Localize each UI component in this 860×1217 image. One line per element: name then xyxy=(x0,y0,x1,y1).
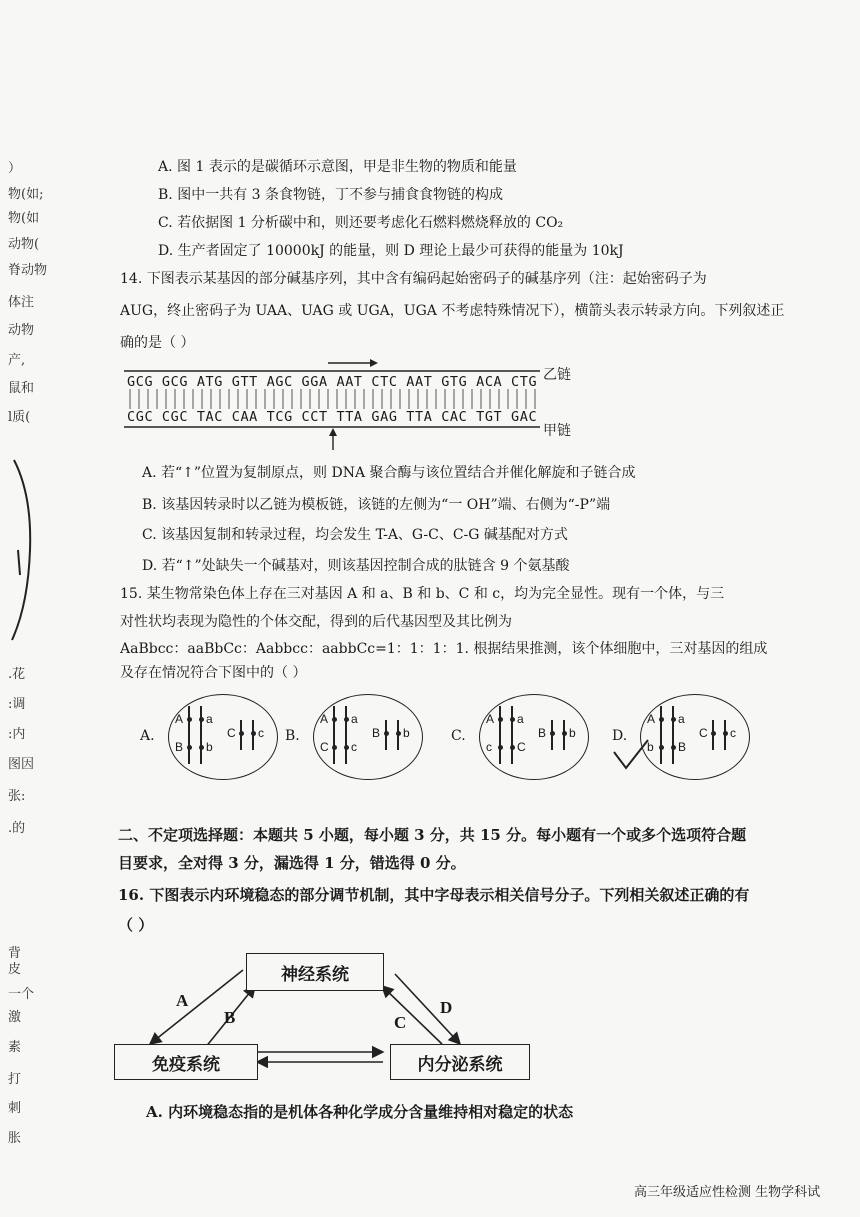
centromere xyxy=(384,731,389,736)
centromere xyxy=(711,731,716,736)
margin-text: :调 xyxy=(8,697,26,712)
centromere xyxy=(550,731,555,736)
arrow-a xyxy=(150,970,243,1044)
centromere xyxy=(671,717,676,722)
margin-text: 刺 xyxy=(8,1101,22,1116)
margin-text: 激 xyxy=(8,1010,22,1025)
gene-label: b xyxy=(206,740,213,754)
margin-text: 脊动物 xyxy=(8,263,48,278)
option-label: D. xyxy=(612,728,628,744)
margin-text: 素 xyxy=(8,1040,22,1055)
gene-label: b xyxy=(647,740,654,754)
gene-label: C xyxy=(699,726,708,740)
strand-bottom-sequence: CGC CGC TAC CAA TCG CCT TTA GAG TTA CAC TGT GAC xyxy=(127,409,538,425)
gene-label: c xyxy=(258,726,264,740)
transcription-arrowhead xyxy=(370,359,378,367)
centromere xyxy=(498,745,503,750)
question-stem: AaBbcc：aaBbCc：Aabbcc：aabbCc=1：1：1：1. 根据结果推测，该个体细胞中，三对基因的组成 xyxy=(120,641,768,657)
centromere xyxy=(199,745,204,750)
label-yi-strand: 乙链 xyxy=(543,367,571,383)
gene-label: B xyxy=(175,740,184,754)
margin-text: 产, xyxy=(8,353,26,368)
gene-label: c xyxy=(486,740,492,754)
option-d: D. 生产者固定了 10000kJ 的能量，则 D 理论上最少可获得的能量为 10kJ xyxy=(158,243,624,259)
margin-text: .的 xyxy=(8,821,26,836)
margin-text: 胀 xyxy=(8,1131,22,1146)
centromere xyxy=(251,731,256,736)
gene-label: B xyxy=(372,726,381,740)
gene-label: C xyxy=(227,726,236,740)
margin-text: 背 xyxy=(8,946,22,961)
margin-text: 一个 xyxy=(8,987,35,1002)
check-mark xyxy=(612,738,652,778)
margin-text: .花 xyxy=(8,667,26,682)
centromere xyxy=(396,731,401,736)
centromere xyxy=(187,717,192,722)
gene-label: C xyxy=(517,740,526,754)
box-endocrine-system: 内分泌系统 xyxy=(390,1044,530,1080)
gene-label: a xyxy=(678,712,685,726)
margin-bracket xyxy=(6,455,36,645)
centromere xyxy=(239,731,244,736)
gene-label: B xyxy=(538,726,547,740)
question-stem: 及存在情况符合下图中的（ ） xyxy=(120,665,307,681)
centromere xyxy=(510,717,515,722)
label-jia-strand: 甲链 xyxy=(543,423,571,439)
section-instruction: 目要求，全对得 3 分，漏选得 1 分，错选得 0 分。 xyxy=(118,854,466,872)
option-b: B. 图中一共有 3 条食物链，丁不参与捕食食物链的构成 xyxy=(158,187,503,203)
margin-text: l质( xyxy=(8,410,31,425)
centromere xyxy=(671,745,676,750)
centromere xyxy=(510,745,515,750)
gene-label: b xyxy=(569,726,576,740)
option-label: C. xyxy=(451,728,466,744)
centromere xyxy=(562,731,567,736)
question-stem: 16. 下图表示内环境稳态的部分调节机制，其中字母表示相关信号分子。下列相关叙述正确的有 xyxy=(118,886,750,904)
margin-text: 张: xyxy=(8,789,26,804)
gene-label: B xyxy=(678,740,687,754)
option-c: C. 若依据图 1 分析碳中和，则还要考虑化石燃料燃烧释放的 CO₂ xyxy=(158,215,564,231)
gene-label: c xyxy=(351,740,357,754)
section-instruction: 二、不定项选择题：本题共 5 小题，每小题 3 分，共 15 分。每小题有一个或多个选项符合题 xyxy=(118,826,747,844)
base-pair-bonds xyxy=(130,389,535,409)
gene-label: C xyxy=(320,740,329,754)
gene-label: A xyxy=(647,712,656,726)
margin-text: 动物 xyxy=(8,323,35,338)
margin-text: 物(如 xyxy=(8,211,40,226)
arrow-label-c: C xyxy=(394,1013,407,1032)
option-label: A. xyxy=(140,728,155,744)
option-d: D. 若“↑”处缺失一个碱基对，则该基因控制合成的肽链含 9 个氨基酸 xyxy=(142,558,570,574)
centromere xyxy=(659,717,664,722)
position-arrowhead xyxy=(329,428,337,436)
centromere xyxy=(199,717,204,722)
margin-text: 物(如; xyxy=(8,187,44,202)
option-b: B. 该基因转录时以乙链为模板链，该链的左侧为“一 OH”端、右侧为“-P”端 xyxy=(142,497,611,513)
centromere xyxy=(344,717,349,722)
option-a: A. 内环境稳态指的是机体各种化学成分含量维持相对稳定的状态 xyxy=(146,1103,574,1121)
centromere xyxy=(344,745,349,750)
gene-label: b xyxy=(403,726,410,740)
centromere xyxy=(498,717,503,722)
centromere xyxy=(187,745,192,750)
question-stem: 15. 某生物常染色体上存在三对基因 A 和 a、B 和 b、C 和 c，均为完全显性。现有一个体，与三 xyxy=(120,586,725,602)
gene-label: c xyxy=(730,726,736,740)
margin-text: 皮 xyxy=(8,962,22,977)
gene-label: A xyxy=(175,712,184,726)
dna-diagram xyxy=(120,354,560,454)
option-label: B. xyxy=(285,728,300,744)
margin-text: 打 xyxy=(8,1072,22,1087)
centromere xyxy=(332,717,337,722)
margin-text: 体注 xyxy=(8,295,35,310)
option-a: A. 图 1 表示的是碳循环示意图，甲是非生物的物质和能量 xyxy=(158,159,517,175)
arrow-label-d: D xyxy=(440,998,453,1017)
margin-text: ） xyxy=(8,161,22,176)
arrow-label-b: B xyxy=(224,1008,236,1027)
gene-label: a xyxy=(351,712,358,726)
centromere xyxy=(332,745,337,750)
box-immune-system: 免疫系统 xyxy=(114,1044,258,1080)
question-stem: AUG，终止密码子为 UAA、UAG 或 UGA，UGA 不考虑特殊情况下），横箭头表示转录方向。下列叙述正 xyxy=(120,303,785,319)
gene-label: a xyxy=(206,712,213,726)
centromere xyxy=(723,731,728,736)
question-stem: （ ） xyxy=(118,916,154,934)
margin-text: :内 xyxy=(8,727,26,742)
question-stem: 对性状均表现为隐性的个体交配，得到的后代基因型及其比例为 xyxy=(120,614,512,630)
margin-text: 鼠和 xyxy=(8,381,35,396)
centromere xyxy=(659,745,664,750)
box-nervous-system: 神经系统 xyxy=(246,953,384,991)
gene-label: A xyxy=(320,712,329,726)
question-stem: 确的是（ ） xyxy=(120,335,195,351)
gene-label: a xyxy=(517,712,524,726)
page-footer: 高三年级适应性检测 生物学科试 xyxy=(634,1185,821,1200)
option-a: A. 若“↑”位置为复制原点，则 DNA 聚合酶与该位置结合并催化解旋和子链合成 xyxy=(142,465,636,481)
gene-label: A xyxy=(486,712,495,726)
margin-text: 动物( xyxy=(8,237,40,252)
question-stem: 14. 下图表示某基因的部分碱基序列，其中含有编码起始密码子的碱基序列（注：起始密码子为 xyxy=(120,271,707,287)
option-c: C. 该基因复制和转录过程，均会发生 T-A、G-C、C-G 碱基配对方式 xyxy=(142,527,568,543)
margin-text: 图因 xyxy=(8,757,35,772)
strand-top-sequence: GCG GCG ATG GTT AGC GGA AAT CTC AAT GTG ACA CTG xyxy=(127,374,538,390)
arrow-label-a: A xyxy=(176,991,189,1010)
